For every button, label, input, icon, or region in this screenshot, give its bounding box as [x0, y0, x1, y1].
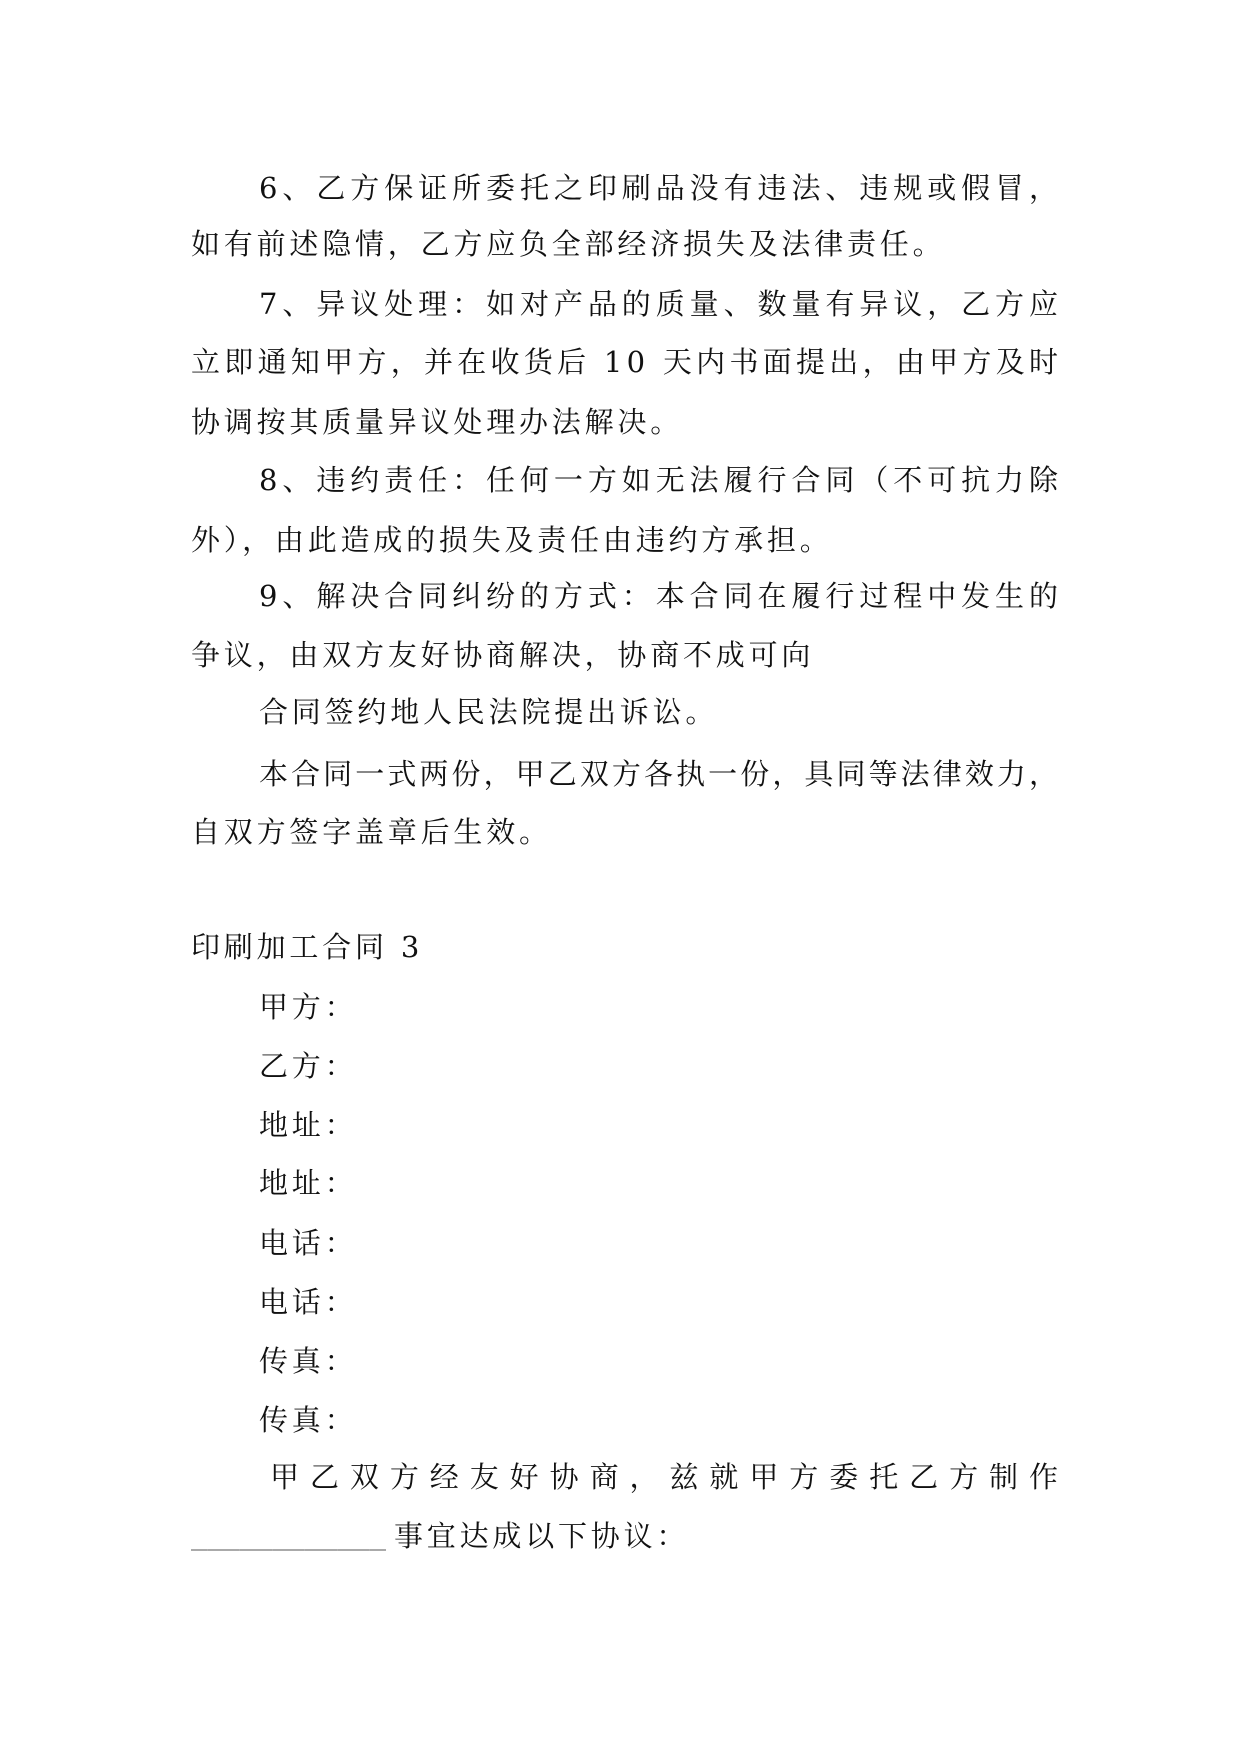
clause-9-line-1: 9、解决合同纠纷的方式：本合同在履行过程中发生的	[259, 579, 1063, 613]
fill-in-blank: ____________	[191, 1520, 387, 1551]
clause-6-line-2: 如有前述隐情，乙方应负全部经济损失及法律责任。	[191, 227, 946, 261]
closing-line-2: 自双方签字盖章后生效。	[191, 815, 552, 849]
field-phone-b: 电话：	[259, 1285, 358, 1319]
clause-6-line-1: 6、乙方保证所委托之印刷品没有违法、违规或假冒，	[259, 171, 1063, 205]
clause-7-line-3: 协调按其质量异议处理办法解决。	[191, 405, 684, 439]
field-address-a: 地址：	[259, 1108, 358, 1142]
clause-7-line-1: 7、异议处理：如对产品的质量、数量有异议，乙方应	[259, 287, 1063, 321]
field-address-b: 地址：	[259, 1166, 358, 1200]
clause-9-line-3: 合同签约地人民法院提出诉讼。	[259, 695, 719, 729]
clause-7-line-2: 立即通知甲方，并在收货后 10 天内书面提出，由甲方及时	[191, 345, 1063, 379]
field-party-b: 乙方：	[259, 1049, 358, 1083]
field-phone-a: 电话：	[259, 1226, 358, 1260]
intro-line-1: 甲乙双方经友好协商，兹就甲方委托乙方制作	[270, 1460, 1069, 1494]
closing-line-1: 本合同一式两份，甲乙双方各执一份，具同等法律效力，	[259, 757, 1062, 791]
field-party-a: 甲方：	[259, 990, 358, 1024]
clause-8-line-1: 8、违约责任：任何一方如无法履行合同（不可抗力除	[259, 463, 1063, 497]
contract-title: 印刷加工合同 3	[191, 930, 424, 964]
clause-9-line-2: 争议，由双方友好协商解决，协商不成可向	[191, 638, 815, 672]
intro-line-2: 事宜达成以下协议：	[394, 1519, 690, 1553]
field-fax-a: 传真：	[259, 1344, 358, 1378]
field-fax-b: 传真：	[259, 1403, 358, 1437]
clause-8-line-2: 外），由此造成的损失及责任由违约方承担。	[191, 523, 833, 557]
